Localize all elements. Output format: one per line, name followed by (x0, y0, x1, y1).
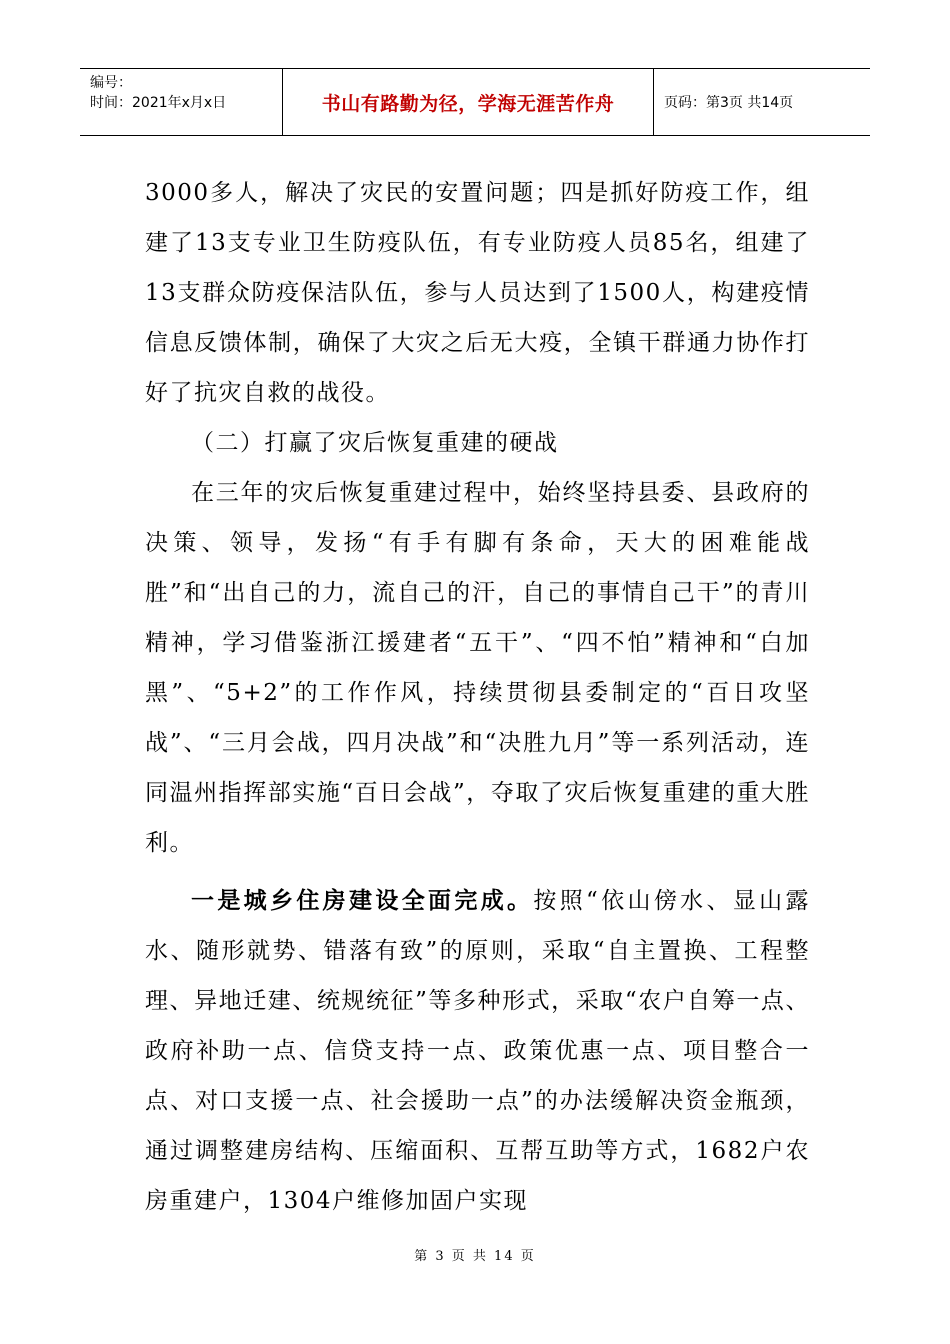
page-footer: 第 3 页 共 14 页 (414, 1249, 536, 1264)
page-header (80, 68, 870, 136)
paragraph-3 (145, 876, 810, 1226)
header-page-info: 页码：第3页 共14页 (664, 95, 794, 111)
paragraph-3-lead: 一是城乡住房建设全面完成。 (191, 887, 534, 914)
paragraph-3-text: 按照“依山傍水、显山露水、随形就势、错落有致”的原则，采取“自主置换、工程整理、异地迁建、统规统征”等多种形式，采取“农户自筹一点、政府补助一点、信贷支持一点、政策优惠一点、项目整合一点、对口支援一点、社会援助一点”的办法缓解决资金瓶颈，通过调整建房结构、压缩面积、互帮互助等方式，1682户农房重建户，1304户维修加固户实现 (145, 888, 810, 1214)
header-meta (80, 69, 283, 135)
header-motto: 书山有路勤为径，学海无涯苦作舟 (283, 69, 654, 135)
section-heading: （二）打赢了灾后恢复重建的硬战 (191, 430, 559, 456)
paragraph-1: 3000多人，解决了灾民的安置问题；四是抓好防疫工作，组建了13支专业卫生防疫队伍，有专业防疫人员85名，组建了13支群众防疫保洁队伍，参与人员达到了1500人，构建疫情信息反馈体制，确保了大灾之后无大疫，全镇干群通力协作打好了抗灾自救的战役。 (145, 180, 810, 406)
paragraph-2: 在三年的灾后恢复重建过程中，始终坚持县委、县政府的决策、领导，发扬“有手有脚有条命，天大的困难能战胜”和“出自己的力，流自己的汗，自己的事情自己干”的青川精神，学习借鉴浙江援建者“五干”、“四不怕”精神和“白加黑”、“5+2”的工作作风，持续贯彻县委制定的“百日攻坚战”、“三月会战，四月决战”和“决胜九月”等一系列活动，连同温州指挥部实施“百日会战”，夺取了灾后恢复重建的重大胜利。 (145, 480, 810, 856)
number-label: 编号： (90, 75, 132, 91)
document-body (145, 168, 810, 1226)
date-label: 时间：2021年x月x日 (90, 95, 227, 111)
